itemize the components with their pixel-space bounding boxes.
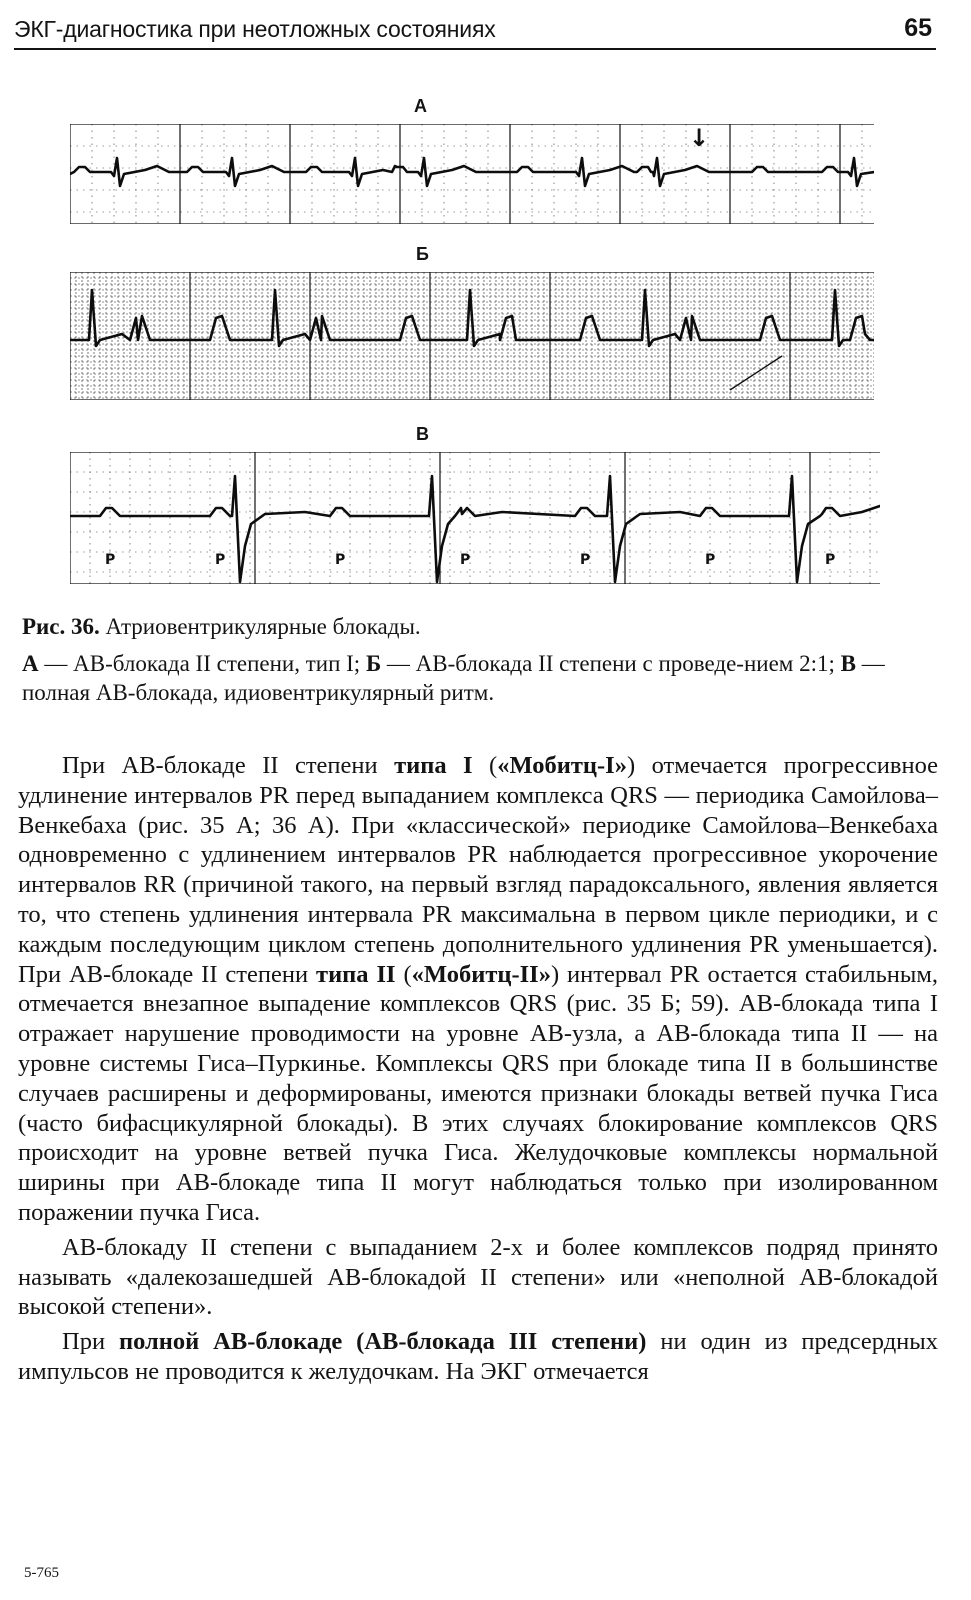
ecg-strip-a <box>70 124 874 224</box>
p1-run: ( <box>395 960 412 988</box>
ecg-paper <box>70 452 880 584</box>
p1-run: «Мобитц-I» <box>497 752 627 779</box>
legend-text-a: — АВ-блокада II степени, тип I; <box>44 651 366 676</box>
p1-run: «Мобитц-II» <box>411 960 551 988</box>
figure-number: Рис. 36. <box>22 614 100 639</box>
arrow-down-icon: ↓ <box>689 124 710 152</box>
legend-text-c: — полная АВ-блокада, идиовентрикулярный ритм. <box>22 651 885 705</box>
p1-run: При АВ-блокаде II степени <box>62 752 395 779</box>
body-text <box>18 751 938 1392</box>
p-wave-label: P <box>460 552 471 568</box>
figure-caption <box>22 612 937 707</box>
ecg-trace-a <box>70 124 874 224</box>
legend-text-b: — АВ-блокада II степени с проведе-нием 2:1; <box>386 651 841 676</box>
p3-run: ни один из предсердных импульсов не проводится к желудочкам. На ЭКГ отмечается <box>18 1328 938 1385</box>
ecg-strip-c <box>70 452 880 584</box>
running-head-title: ЭКГ-диагностика при неотложных состояниях <box>14 16 496 42</box>
panel-c-label: В <box>416 424 429 444</box>
panel-b-label: Б <box>416 244 429 264</box>
p3-run: полной АВ-блокаде (АВ-блокада III степени) <box>118 1328 647 1356</box>
page-number: 65 <box>904 14 932 42</box>
p-wave-label: P <box>105 552 116 568</box>
p3-run: При <box>62 1328 119 1356</box>
paragraph-complete-block <box>18 1327 938 1387</box>
ecg-strip-b <box>70 272 874 400</box>
panel-a-label: А <box>414 96 427 116</box>
p-wave-label: P <box>215 552 226 568</box>
p1-run: ) интервал PR остается стабильным, отмечается внезапное выпадение комплексов QRS (рис. 35 Б; 59). АВ-блокада типа I отражает нарушение проводимости на уровне АВ-узла, а АВ-блокада типа II — на уровне системы Гиса–Пуркинье. Комплексы QRS при блокаде типа II в большинстве случаев расширены и деформированы, имеются признаки блокады ветвей пучка Гиса (часто бифасцикулярной блокады). В этих случаях блокирование комплексов QRS происходит на уровне ветвей пучка Гиса. Желудочковые комплексы нормальной ширины при АВ-блокаде типа II могут наблюдаться только при изолированном поражении пучка Гиса. <box>18 960 938 1226</box>
p1-run: ( <box>472 752 498 779</box>
ecg-trace-b <box>70 272 874 400</box>
legend-key-c: В <box>840 651 856 676</box>
p1-run: ) отмечается прогрессивное удлинение интервалов PR перед выпаданием комплекса QRS — периодика Самойлова–Венкебаха (рис. 35 А; 36 А). При «классической» периодике Самойлова–Венкебаха одновременно с удлинением интервалов PR наблюдается прогрессивное укорочение интервалов RR (причиной такого, на первый взгляд парадоксального, явления является то, что степень удлинения интервала PR максимальна в первом цикле периодики, и с каждым последующим циклом степень дополнительного удлинения PR уменьшается). При АВ-блокаде II степени <box>18 752 938 988</box>
p2-run: АВ-блокаду II степени с выпаданием 2-х и более комплексов подряд принято называть «далекозашедшей АВ-блокадой II степени» или «неполной АВ-блокадой высокой степени». <box>18 1233 938 1321</box>
paragraph-mobitz <box>18 751 938 1228</box>
legend-key-b: Б <box>365 651 382 676</box>
paragraph-high-grade <box>18 1233 938 1322</box>
legend-key-a: А <box>22 651 39 676</box>
caption-title-line <box>22 612 937 641</box>
p-wave-label: P <box>580 552 591 568</box>
p1-run: типа II <box>316 960 396 988</box>
p-wave-label: P <box>705 552 716 568</box>
p1-run: типа I <box>394 752 473 779</box>
ecg-trace-c <box>70 452 880 584</box>
caption-legend <box>22 649 937 707</box>
ecg-paper <box>70 124 874 224</box>
signature-mark: 5-765 <box>24 1565 59 1581</box>
figure-title: Атриовентрикулярные блокады. <box>105 614 421 639</box>
running-head <box>14 14 936 50</box>
p-wave-label: P <box>335 552 346 568</box>
p-wave-label: P <box>825 552 836 568</box>
